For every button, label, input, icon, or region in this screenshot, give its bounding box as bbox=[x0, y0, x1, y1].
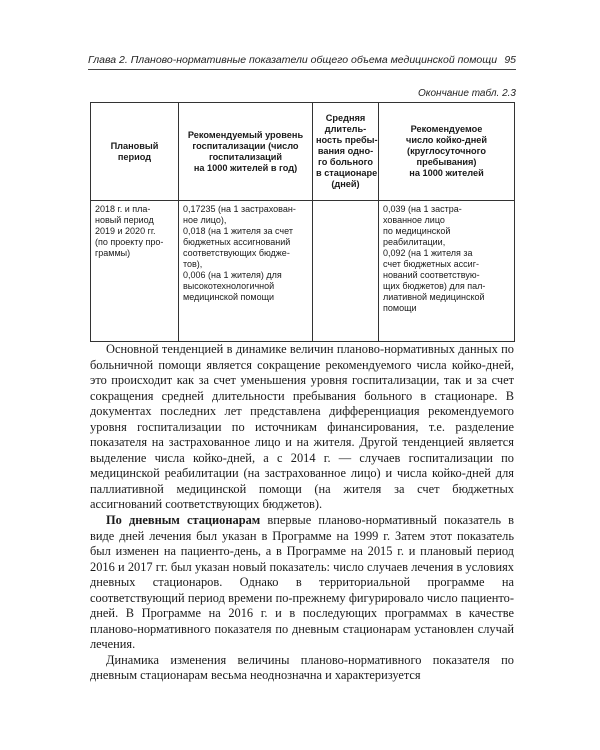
text-line: бюджетных ассигнований bbox=[183, 237, 291, 247]
text-line: госпитализации (число bbox=[192, 140, 299, 151]
text-line: (по проекту про- bbox=[95, 237, 164, 247]
text-line: высокотехнологичной bbox=[183, 281, 275, 291]
text-line: Средняя bbox=[325, 113, 366, 123]
text-line: 2018 г. и пла- bbox=[95, 204, 151, 214]
text-line: ное лицо), bbox=[183, 215, 227, 225]
body-text bbox=[90, 342, 514, 684]
text-line: 0,092 (на 1 жителя за bbox=[383, 248, 473, 258]
table-caption: Окончание табл. 2.3 bbox=[418, 88, 516, 99]
text-line: 0,17235 (на 1 застрахован- bbox=[183, 204, 296, 214]
text-line: ность пребы- bbox=[316, 135, 378, 145]
text-line: число койко-дней bbox=[406, 135, 487, 145]
text-line: (круглосуточного bbox=[407, 146, 486, 156]
text-line: новый период bbox=[95, 215, 154, 225]
paragraph-2-text: впервые планово-нормативный показатель в виде дней лечения был указан в Программе на 1999 г. Затем этот показатель был изменен на пациенто-день, а в Программе на 2015 г. и плановый период 2016 и 2017 гг. был указан новый показатель: число случаев лечения в условиях дневных стационаров. Однако в территориальной программе на соответствующий период времени по-прежнему фигурировало число пациенто-дней. В Программе на 2016 г. и в последующих программах в качестве планово-нормативного показателя по дневным стационарам установлен случай лечения. bbox=[90, 513, 514, 652]
text-line: соответствующих бюджe- bbox=[183, 248, 290, 258]
cell-period bbox=[91, 201, 179, 342]
cell-bed-days bbox=[379, 201, 515, 342]
cell-avg-stay bbox=[313, 201, 379, 342]
text-line: пребывания) bbox=[416, 157, 477, 167]
column-header-bed-days bbox=[379, 103, 515, 201]
text-line: Рекомендуемый уровень bbox=[187, 129, 304, 140]
paragraph-1-text: Основной тенденцией в динамике величин планово-нормативных данных по больничной помощи является сокращение рекомендуемого числа койко-дней, это происходит как за счет уменьшения уровня госпитализации, так и за счет сокращения средней длительности пребывания больного в стационаре. В документах последних лет представлена дифференциация рекомендуемого уровня госпитализации по источникам финансирования, т.е. разделение показателя на застрахованное лицо и на жителя. Другой тенденцией является выделение числа койко-дней, а с 2014 г. — случаев госпитализации по медицинской реабилитации (на застрахованное лицо) и числа койко-дней для паллиативной медицинской помощи (на жителя за счет бюджетных ассигнований соответствующих бюджетов). bbox=[90, 342, 514, 512]
paragraph-3 bbox=[90, 653, 514, 684]
paragraph-1 bbox=[90, 342, 514, 513]
text-line: на 1000 жителей в год) bbox=[193, 162, 298, 173]
text-line: 0,006 (на 1 жителя) для bbox=[183, 270, 282, 280]
cell-hospitalization bbox=[179, 201, 313, 342]
text-line: граммы) bbox=[95, 248, 131, 258]
text-line: 2019 и 2020 гг. bbox=[95, 226, 156, 236]
chapter-title: Глава 2. Планово-нормативные показатели общего объема медицинской помощи bbox=[88, 54, 498, 66]
text-line: 0,039 (на 1 застра- bbox=[383, 204, 462, 214]
text-line: помощи bbox=[383, 303, 417, 313]
text-line: вания одно- bbox=[317, 146, 374, 156]
text-line: хованное лицо bbox=[383, 215, 445, 225]
text-line: лиативной медицинской bbox=[383, 292, 485, 302]
text-line: счет бюджетных ассиг- bbox=[383, 259, 479, 269]
text-line: тов), bbox=[183, 259, 203, 269]
text-line: го больного bbox=[318, 157, 373, 167]
column-header-period bbox=[91, 103, 179, 201]
text-line: госпитализаций bbox=[208, 151, 283, 162]
text-line: щих бюджетов) для пал- bbox=[383, 281, 486, 291]
text-line: по медицинской bbox=[383, 226, 451, 236]
text-line: на 1000 жителей bbox=[409, 168, 484, 178]
text-line: медицинской помощи bbox=[183, 292, 275, 302]
page-number: 95 bbox=[504, 54, 516, 66]
text-line: Рекомендуемое bbox=[410, 124, 483, 134]
text-line: длитель- bbox=[324, 124, 367, 134]
text-line: 0,018 (на 1 жителя за счет bbox=[183, 226, 293, 236]
norms-table bbox=[90, 102, 515, 342]
text-line: период bbox=[117, 151, 152, 162]
text-line: нований соответствую- bbox=[383, 270, 480, 280]
text-line: реабилитации, bbox=[383, 237, 446, 247]
column-header-avg-stay bbox=[313, 103, 379, 201]
header-divider bbox=[88, 69, 516, 70]
text-line: Плановый bbox=[110, 140, 159, 151]
text-line: в стационаре bbox=[316, 168, 378, 178]
text-line: (дней) bbox=[331, 179, 360, 189]
paragraph-2 bbox=[90, 513, 514, 653]
table-row bbox=[91, 201, 515, 342]
paragraph-3-text: Динамика изменения величины планово-нормативного показателя по дневным стационарам весьма неоднозначна и характеризуется bbox=[90, 652, 514, 683]
paragraph-2-lead: По дневным стационарам bbox=[106, 513, 261, 528]
column-header-hospitalization bbox=[179, 103, 313, 201]
table-header-row bbox=[91, 103, 515, 201]
